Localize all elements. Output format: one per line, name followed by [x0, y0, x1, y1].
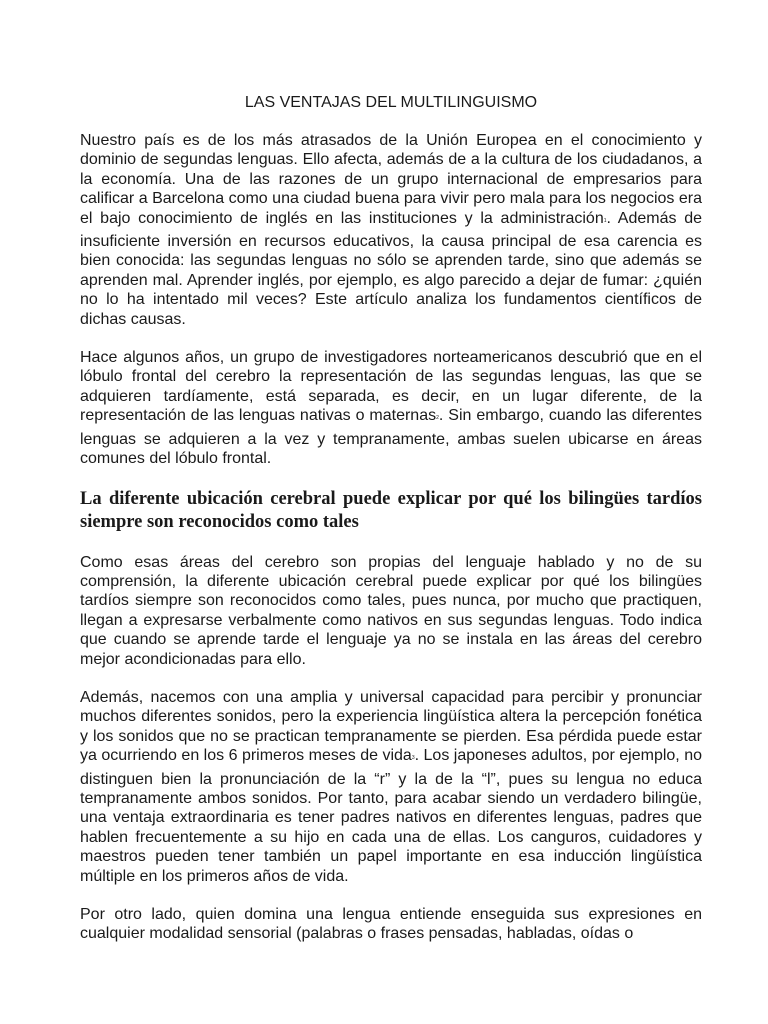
footnote-marker-1: 1	[603, 217, 607, 224]
section-heading: La diferente ubicación cerebral puede explicar por qué los bilingües tardíos siempre son reconocidos como tales	[80, 488, 702, 532]
paragraph-3: Como esas áreas del cerebro son propias del lenguaje hablado y no de su comprensión, la diferente ubicación cerebral puede explicar por qué los bilingües tardíos siempre son reconocidos como tales, pues nunca, por mucho que practiquen, llegan a expresarse verbalmente como nativos en sus segundas lenguas. Todo indica que cuando se aprende tarde el lenguaje ya no se instala en las áreas del cerebro mejor acondicionadas para ello.	[80, 553, 702, 668]
document-page	[80, 93, 702, 963]
paragraph-2-text-a: Hace algunos años, un grupo de investigadores norteamericanos descubrió que en el lóbulo frontal del cerebro la representación de las segundas lenguas, las que se adquieren tardíamente, está separada, es decir, en un lugar diferente, de la representación de las lenguas nativas o maternas	[80, 349, 702, 425]
document-title: LAS VENTAJAS DEL MULTILINGUISMO	[244, 94, 538, 111]
paragraph-2-text-b: . Sin embargo, cuando las diferentes lenguas se adquieren a la vez y tempranamente, ambas suelen ubicarse en áreas comunes del lóbulo frontal.	[80, 407, 702, 468]
paragraph-5: Por otro lado, quien domina una lengua entiende enseguida sus expresiones en cualquier modalidad sensorial (palabras o frases pensadas, habladas, oídas o	[80, 906, 702, 943]
paragraph-1-text-a: Nuestro país es de los más atrasados de la Unión Europea en el conocimiento y dominio de segundas lenguas. Ello afecta, además de a la cultura de los ciudadanos, a la economía. Una de las razones de un grupo internacional de empresarios para calificar a Barcelona como una ciudad buena para vivir pero mala para los negocios era el bajo conocimiento de inglés en las instituciones y la administración	[80, 132, 702, 227]
paragraph-4-text-b: . Los japoneses adultos, por ejemplo, no distinguen bien la pronunciación de la “r” y la de la “l”, pues su lengua no educa tempranamente ambos sonidos. Por tanto, para acabar siendo un verdadero bilingüe, una ventaja extraordinaria es tener padres nativos en diferentes lenguas, padres que hablen frecuentemente a su hijo en cada una de ellas. Los canguros, cuidadores y maestros pueden tener también un papel importante en esa inducción lingüística múltiple en los primeros años de vida.	[80, 747, 703, 885]
footnote-marker-2: 2	[436, 415, 439, 422]
paragraph-1	[80, 131, 702, 329]
paragraph-1-text-b: . Además de insuficiente inversión en recursos educativos, la causa principal de esa carencia es bien conocida: las segundas lenguas no sólo se aprenden tarde, sino que además se aprenden mal. Aprender inglés, por ejemplo, es algo parecido a dejar de fumar: ¿quién no lo ha intentado mil veces? Este artículo analiza los fundamentos científicos de dichas causas.	[80, 209, 702, 328]
paragraph-4	[80, 688, 702, 886]
paragraph-4-text-a: Además, nacemos con una amplia y universal capacidad para percibir y pronunciar muchos diferentes sonidos, pero la experiencia lingüística altera la percepción fonética y los sonidos que no se practican tempranamente se pierden. Esa pérdida puede estar ya ocurriendo en los 6 primeros meses de vida	[80, 688, 702, 765]
paragraph-2	[80, 348, 702, 468]
footnote-marker-3: 3	[411, 755, 415, 762]
